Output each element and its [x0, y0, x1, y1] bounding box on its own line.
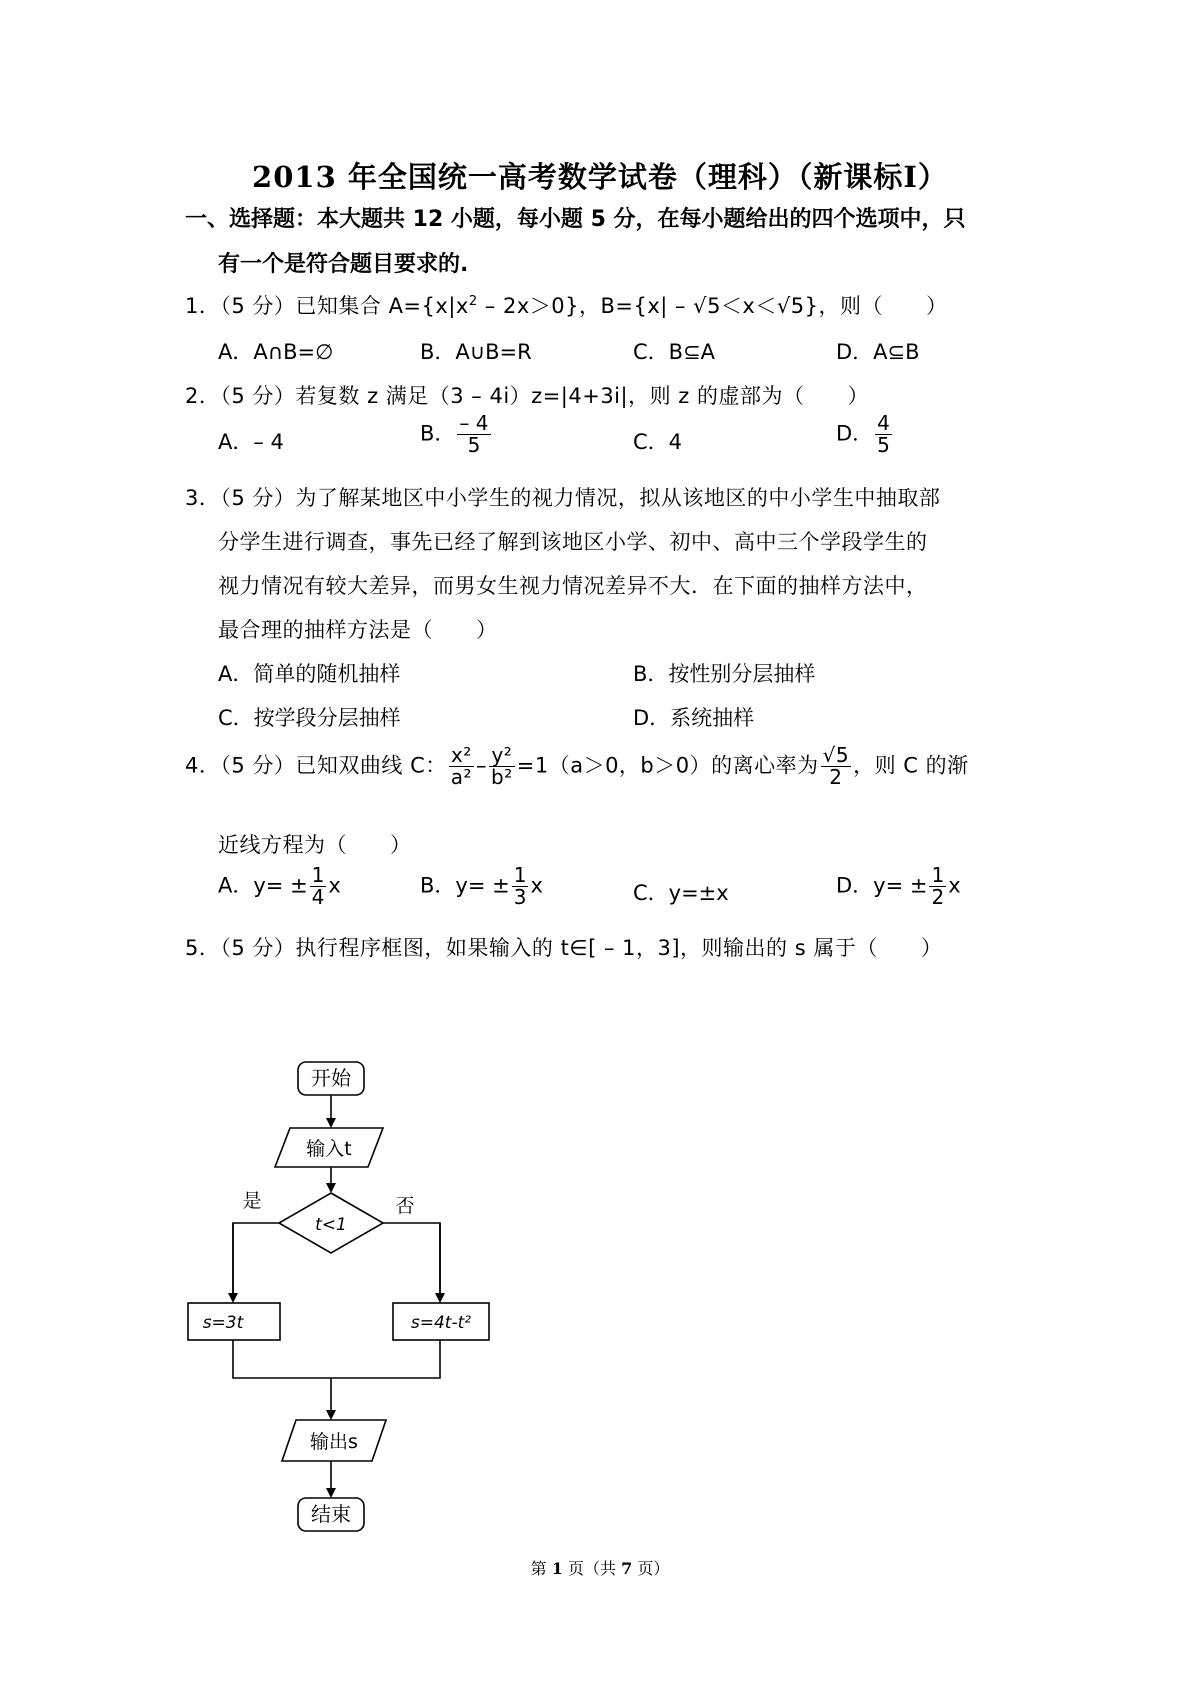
fraction-numerator: x²	[449, 745, 474, 767]
question-4-suffix: ，则 C 的渐	[853, 753, 969, 778]
question-4-prefix: 4．（5 分）已知双曲线 C：	[185, 753, 447, 778]
question-3-stem-line-1: 3．（5 分）为了解某地区中小学生的视力情况，拟从该地区的中小学生中抽取部	[185, 486, 941, 510]
question-3-option-c[interactable]: C．按学段分层抽样	[218, 706, 401, 730]
fraction-denominator: 5	[467, 433, 481, 457]
question-2-option-c[interactable]: C．4	[633, 430, 683, 454]
fraction-denominator: a²	[450, 765, 473, 789]
flowchart-right-process-label: s=4t-t²	[410, 1313, 472, 1333]
fraction-numerator: 4	[877, 411, 890, 435]
question-3-option-b[interactable]: B．按性别分层抽样	[633, 662, 816, 686]
minus-sign: –	[476, 753, 488, 778]
flowchart-no-label: 否	[395, 1195, 415, 1217]
question-1-option-d[interactable]: D．A⊆B	[836, 340, 920, 364]
footer-middle: 页（共	[562, 1559, 622, 1578]
question-2-option-b-label: B．	[420, 421, 456, 446]
question-3-stem-line-4: 最合理的抽样方法是（ ）	[218, 618, 498, 642]
fraction-denominator: 2	[931, 885, 945, 909]
page-footer	[0, 1556, 1200, 1579]
question-1-option-a[interactable]: A．A∩B=∅	[218, 340, 334, 364]
footer-prefix: 第	[530, 1559, 552, 1578]
question-1-option-b[interactable]: B．A∪B=R	[420, 340, 532, 364]
option-label: B．y= ±	[420, 873, 510, 898]
question-5-stem: 5．（5 分）执行程序框图，如果输入的 t∈[ – 1，3]，则输出的 s 属于（ ）	[185, 936, 943, 960]
question-2-option-a[interactable]: A．– 4	[218, 430, 284, 454]
question-2-option-d-label: D．	[836, 421, 874, 446]
question-3-stem-line-3: 视力情况有较大差异，而男女生视力情况差异不大．在下面的抽样方法中，	[218, 574, 928, 598]
question-1-stem-part-b: – 2x＞0}，B={x| – √5＜x＜√5}，则（ ）	[477, 294, 948, 318]
option-variable: x	[530, 873, 543, 898]
flowchart-input-label: 输入t	[306, 1138, 352, 1160]
question-3-stem-line-2: 分学生进行调查，事先已经了解到该地区小学、初中、高中三个学段学生的	[218, 530, 928, 554]
page-title: 2013 年全国统一高考数学试卷（理科）（新课标Ⅰ）	[252, 160, 948, 194]
flowchart-end-label: 结束	[311, 1502, 351, 1526]
flowchart-start-label: 开始	[311, 1066, 351, 1090]
flowchart-output-label: 输出s	[310, 1431, 358, 1453]
option-variable: x	[948, 873, 961, 898]
fraction-denominator: b²	[491, 765, 513, 789]
question-1-stem-superscript: 2	[468, 294, 478, 309]
footer-total-pages: 7	[621, 1559, 633, 1578]
flowchart-no-branch	[383, 1223, 440, 1301]
fraction-denominator: 3	[513, 885, 527, 909]
fraction-numerator: 1	[931, 863, 945, 887]
fraction-numerator: √5	[822, 743, 850, 767]
flowchart-merge-line	[233, 1340, 440, 1378]
question-4-stem-line-2: 近线方程为（ ）	[218, 833, 412, 857]
flowchart-left-process-label: s=3t	[202, 1313, 244, 1333]
question-1-stem-part-a: 1．（5 分）已知集合 A={x|x	[185, 294, 469, 318]
option-variable: x	[328, 873, 341, 898]
question-2-stem: 2．（5 分）若复数 z 满足（3 – 4i）z=|4+3i|，则 z 的虚部为（ ）	[185, 384, 869, 408]
flowchart-yes-label: 是	[242, 1190, 262, 1212]
question-4-option-c[interactable]: C．y=±x	[633, 881, 729, 905]
option-label: A．y= ±	[218, 873, 308, 898]
fraction-denominator: 2	[829, 765, 843, 789]
flowchart-yes-branch	[233, 1223, 279, 1301]
footer-suffix: 页）	[632, 1559, 670, 1578]
question-4-middle: =1（a＞0，b＞0）的离心率为	[516, 753, 819, 778]
question-3-option-d[interactable]: D．系统抽样	[633, 706, 755, 730]
fraction-denominator: 5	[877, 433, 890, 457]
option-label: D．y= ±	[836, 873, 928, 898]
fraction-numerator: 1	[513, 863, 527, 887]
section-heading-line-2: 有一个是符合题目要求的.	[218, 252, 469, 277]
question-1-option-c[interactable]: C．B⊆A	[633, 340, 716, 364]
fraction-denominator: 4	[311, 885, 325, 909]
fraction-numerator: y²	[489, 745, 515, 767]
fraction-numerator: – 4	[459, 411, 489, 435]
footer-page-number: 1	[551, 1559, 563, 1578]
fraction-numerator: 1	[311, 863, 325, 887]
flowchart-condition-label: t<1	[315, 1215, 347, 1235]
section-heading-line-1: 一、选择题：本大题共 12 小题，每小题 5 分，在每小题给出的四个选项中，只	[185, 207, 966, 232]
question-3-option-a[interactable]: A．简单的随机抽样	[218, 662, 401, 686]
